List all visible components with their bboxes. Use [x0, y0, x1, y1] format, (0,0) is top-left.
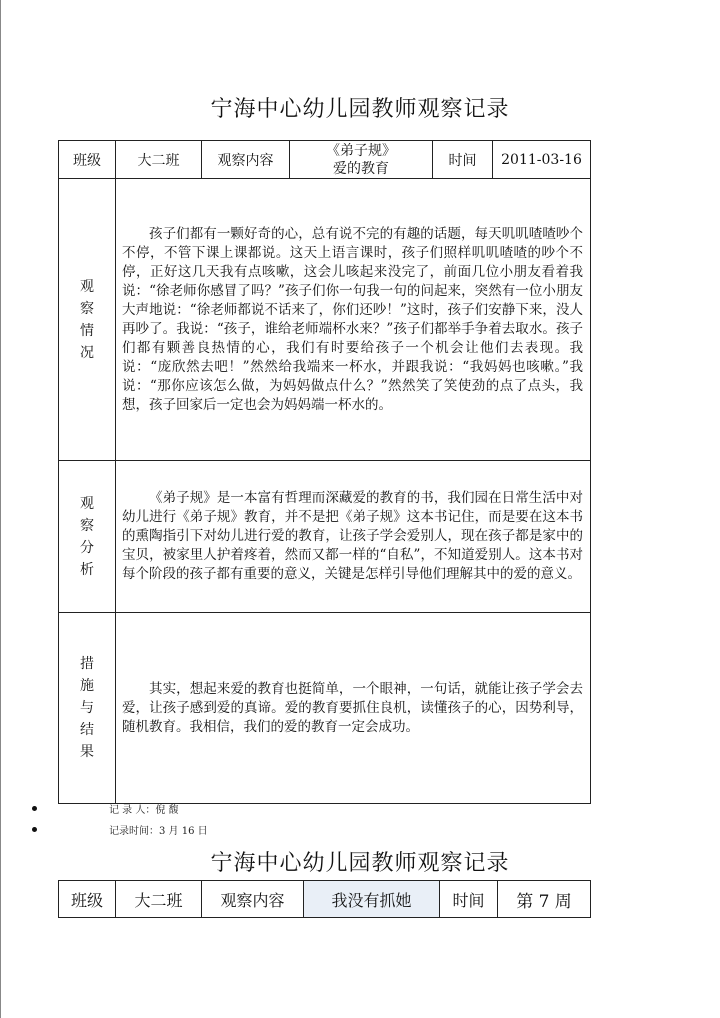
header-row: [59, 881, 591, 918]
section-row: [59, 179, 591, 461]
bullet-icon: [32, 827, 37, 832]
class-label: 班级: [59, 881, 116, 918]
section-label-cell: [59, 461, 116, 613]
content-value-line1: 《弟子规》: [326, 142, 396, 159]
section-row: [59, 461, 591, 613]
header-row: [59, 141, 591, 179]
section-content: [116, 461, 591, 613]
content-value: [290, 141, 433, 179]
section-label-cell: [59, 613, 116, 804]
bullet-icon: [32, 806, 37, 811]
record-time-text: 记录时间：3 月 16 日: [109, 826, 208, 837]
section-row: [59, 613, 591, 804]
content-label: 观察内容: [202, 141, 290, 179]
class-value: 大二班: [116, 881, 202, 918]
time-label: 时间: [433, 141, 493, 179]
observation-text: 孩子们都有一颗好奇的心，总有说不完的有趣的话题，每天叽叽喳喳吵个不停，不管下课上课都说。这天上语言课时，孩子们照样叽叽喳喳的吵个不停，正好这几天我有点咳嗽，这会儿咳起来没完了，前面几位小朋友看着我说：“徐老师你感冒了吗？”孩子们你一句我一句的问起来，突然有一位小朋友大声地说：“徐老师都说不话来了，你们还吵！”这时，孩子们安静下来，没人再吵了。我说：“孩子，谁给老师端杯水来？”孩子们都举手争着去取水。孩子们都有颗善良热情的心，我们有时要给孩子一个机会让他们去表现。我说：“庞欣然去吧！”然然给我端来一杯水，并跟我说：“我妈妈也咳嗽。”我说：“那你应该怎么做，为妈妈做点什么？”然然笑了笑使劲的点了点头，我想，孩子回家后一定也会为妈妈端一杯水的。: [122, 225, 583, 413]
section-content: [116, 179, 591, 461]
time-value: 2011-03-16: [493, 141, 591, 179]
content-value-line2: 爱的教育: [333, 160, 389, 177]
section-label: 观察分析: [80, 495, 94, 578]
content-label: 观察内容: [202, 881, 304, 918]
class-label: 班级: [59, 141, 116, 179]
time-value: 第 7 周: [498, 881, 591, 918]
section-label-cell: [59, 179, 116, 461]
section-label: 观察情况: [80, 278, 94, 361]
record-title-2: 宁海中心幼儿园教师观察记录: [210, 851, 510, 876]
record-title: 宁海中心幼儿园教师观察记录: [210, 97, 510, 122]
class-value: 大二班: [116, 141, 202, 179]
recorder-text: 记 录 人：倪 馥: [109, 805, 179, 816]
analysis-text: 《弟子规》是一本富有哲理而深藏爱的教育的书，我们园在日常生活中对幼儿进行《弟子规》教育，并不是把《弟子规》这本书记住，而是要在这本书的熏陶指引下对幼儿进行爱的教育，让孩子学会爱别人，现在孩子都是家中的宝贝，被家里人护着疼着，然而又都一样的“自私”，不知道爱别人。这本书对每个阶段的孩子都有重要的意义，关键是怎样引导他们理解其中的爱的意义。: [122, 490, 583, 582]
measures-text: 其实，想起来爱的教育也挺简单，一个眼神，一句话，就能让孩子学会去爱，让孩子感到爱的真谛。爱的教育要抓住良机，读懂孩子的心，因势利导，随机教育。我相信，我们的爱的教育一定会成功。: [122, 680, 583, 735]
section-label: 措施与结果: [80, 656, 94, 760]
observation-record-table-2: [58, 880, 591, 918]
observation-record-table: [58, 140, 591, 804]
content-value: 我没有抓她: [304, 881, 440, 918]
time-label: 时间: [440, 881, 498, 918]
section-content: [116, 613, 591, 804]
